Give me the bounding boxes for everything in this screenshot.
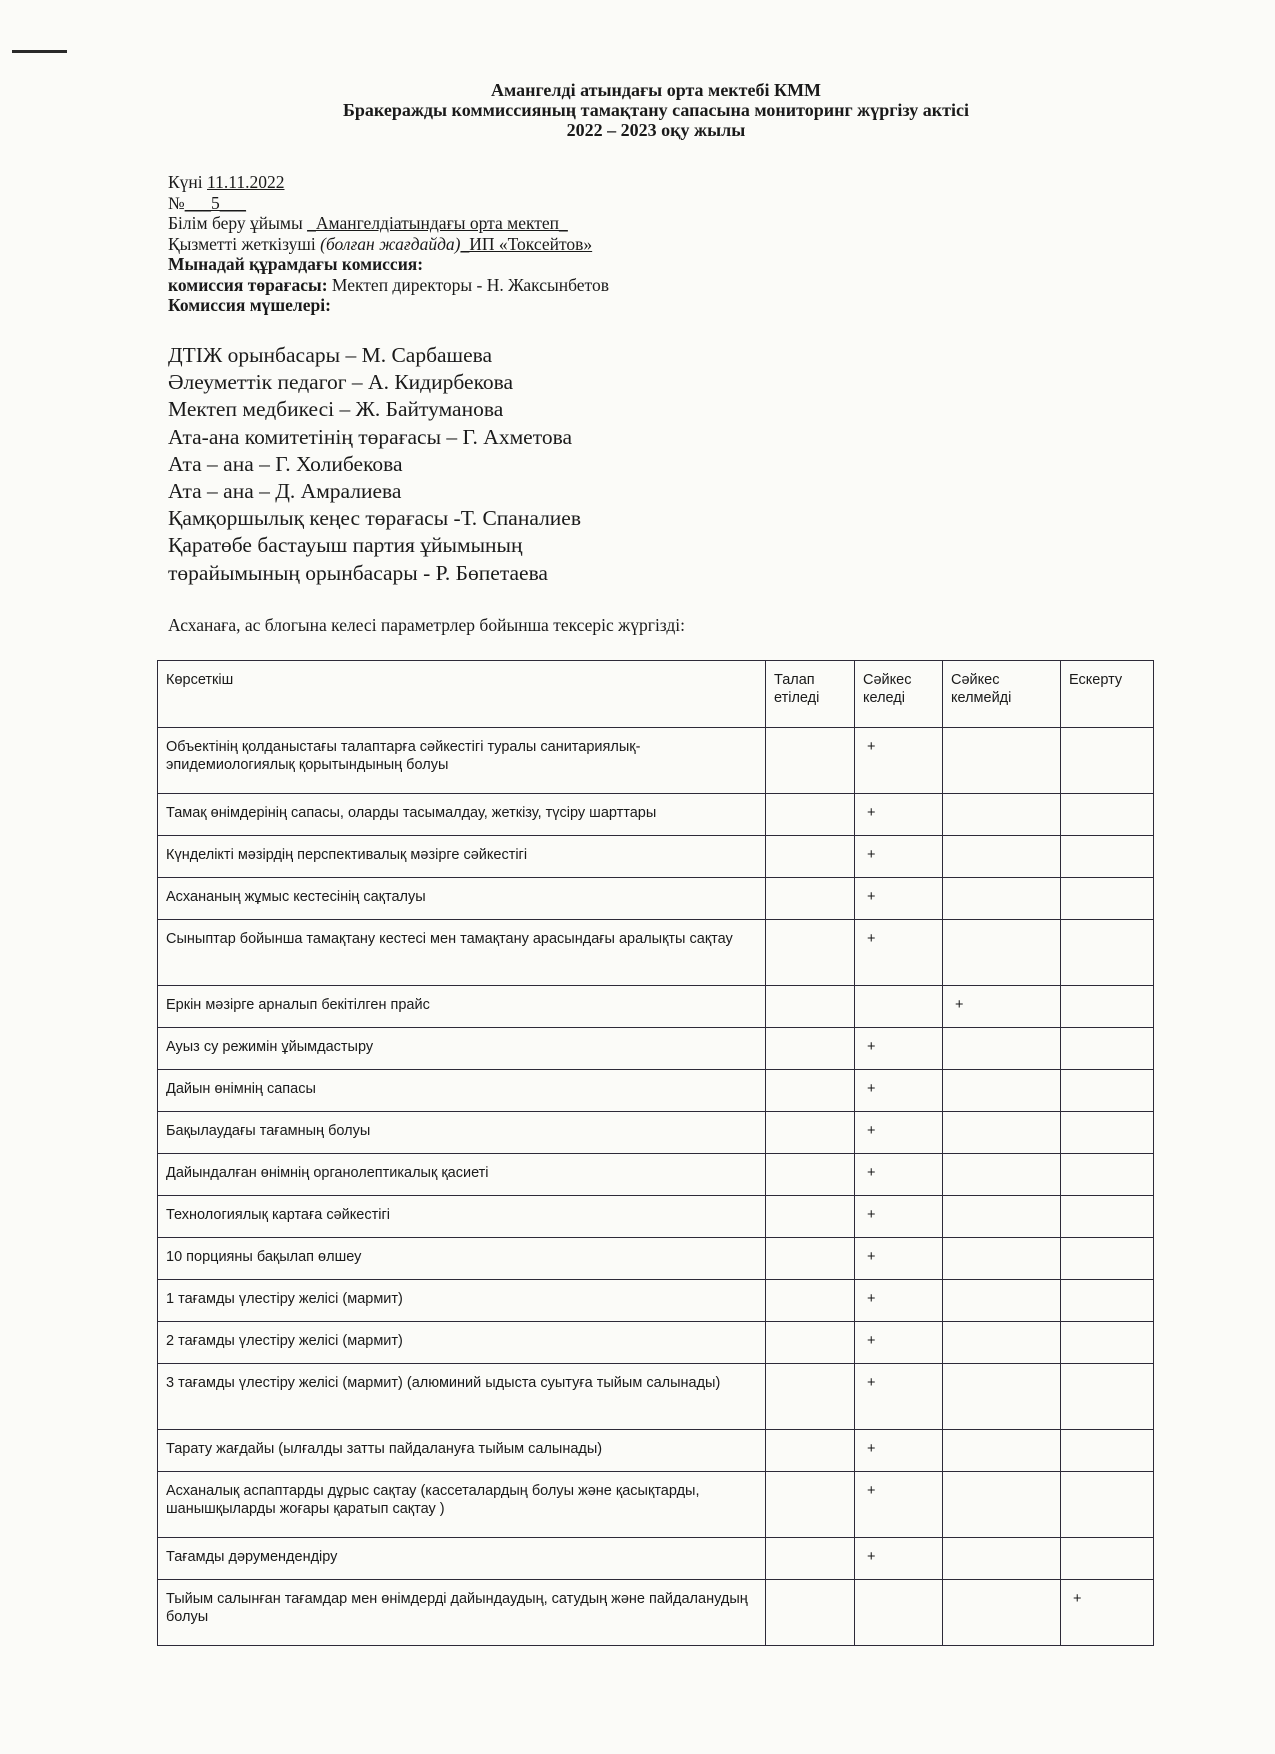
noncompliant-cell: + bbox=[943, 986, 1061, 1028]
supplier-label: Қызметті жеткізуші bbox=[168, 233, 321, 254]
inspection-table bbox=[157, 660, 1154, 1646]
indicator-cell: Дайын өнімнің сапасы bbox=[158, 1070, 766, 1112]
table-row bbox=[158, 1154, 1154, 1196]
required-cell bbox=[766, 1472, 855, 1538]
compliant-cell: + bbox=[855, 1196, 943, 1238]
act-details bbox=[168, 172, 1068, 316]
table-header-row bbox=[158, 661, 1154, 728]
indicator-cell: Бақылаудағы тағамның болуы bbox=[158, 1112, 766, 1154]
compliant-cell: + bbox=[855, 1280, 943, 1322]
noncompliant-cell bbox=[943, 1364, 1061, 1430]
compliant-cell: + bbox=[855, 1238, 943, 1280]
noncompliant-cell bbox=[943, 1280, 1061, 1322]
indicator-cell: 1 тағамды үлестіру желісі (мармит) bbox=[158, 1280, 766, 1322]
table-row bbox=[158, 1472, 1154, 1538]
compliant-cell: + bbox=[855, 1028, 943, 1070]
member-item: ДТІЖ орынбасары – М. Сарбашева bbox=[168, 343, 493, 367]
required-cell bbox=[766, 1028, 855, 1070]
members-heading: Комиссия мүшелері: bbox=[168, 295, 331, 315]
date-line bbox=[168, 172, 1068, 193]
required-cell bbox=[766, 1280, 855, 1322]
table-row bbox=[158, 986, 1154, 1028]
compliant-cell: + bbox=[855, 836, 943, 878]
note-cell bbox=[1061, 1154, 1154, 1196]
indicator-cell: Тарату жағдайы (ылғалды затты пайдалануға тыйым салынады) bbox=[158, 1430, 766, 1472]
required-cell bbox=[766, 1238, 855, 1280]
required-cell bbox=[766, 728, 855, 794]
table-row bbox=[158, 1280, 1154, 1322]
required-cell bbox=[766, 878, 855, 920]
noncompliant-cell bbox=[943, 1538, 1061, 1580]
note-cell bbox=[1061, 1280, 1154, 1322]
col-header-required: Талап етіледі bbox=[766, 661, 855, 728]
chair-line bbox=[168, 275, 1068, 296]
compliant-cell: + bbox=[855, 794, 943, 836]
noncompliant-cell bbox=[943, 1238, 1061, 1280]
indicator-cell: Тамақ өнімдерінің сапасы, оларды тасымалдау, жеткізу, түсіру шарттары bbox=[158, 794, 766, 836]
member-item: Мектеп медбикесі – Ж. Байтуманова bbox=[168, 397, 504, 422]
indicator-cell: Ауыз су режимін ұйымдастыру bbox=[158, 1028, 766, 1070]
compliant-cell: + bbox=[855, 1112, 943, 1154]
note-cell bbox=[1061, 794, 1154, 836]
organization-label: Білім беру ұйымы bbox=[168, 213, 308, 233]
note-cell bbox=[1061, 1070, 1154, 1112]
noncompliant-cell bbox=[943, 794, 1061, 836]
note-cell bbox=[1061, 728, 1154, 794]
required-cell bbox=[766, 836, 855, 878]
document-title: Бракеражды коммиссияның тамақтану сапасына мониторинг жүргізу актісі bbox=[343, 100, 969, 120]
table-row bbox=[158, 794, 1154, 836]
indicator-cell: Асхананың жұмыс кестесінің сақталуы bbox=[158, 878, 766, 920]
compliant-cell: + bbox=[855, 1070, 943, 1112]
indicator-cell: Сыныптар бойынша тамақтану кестесі мен тамақтану арасындағы аралықты сақтау bbox=[158, 920, 766, 986]
required-cell bbox=[766, 1070, 855, 1112]
members-list bbox=[168, 342, 1068, 587]
compliant-cell: + bbox=[855, 1538, 943, 1580]
required-cell bbox=[766, 1430, 855, 1472]
chair-value: Мектеп директоры - Н. Жаксынбетов bbox=[327, 274, 609, 295]
required-cell bbox=[766, 1538, 855, 1580]
note-cell bbox=[1061, 1538, 1154, 1580]
noncompliant-cell bbox=[943, 1322, 1061, 1364]
supplier-value: _ИП «Токсейтов» bbox=[460, 233, 593, 254]
note-cell bbox=[1061, 1028, 1154, 1070]
document-header bbox=[0, 80, 1275, 140]
note-cell bbox=[1061, 1196, 1154, 1238]
compliant-cell: + bbox=[855, 1364, 943, 1430]
required-cell bbox=[766, 1154, 855, 1196]
required-cell bbox=[766, 920, 855, 986]
table-row bbox=[158, 1112, 1154, 1154]
table-row bbox=[158, 1070, 1154, 1112]
table-row bbox=[158, 878, 1154, 920]
required-cell bbox=[766, 1364, 855, 1430]
noncompliant-cell bbox=[943, 1070, 1061, 1112]
compliant-cell: + bbox=[855, 728, 943, 794]
compliant-cell: + bbox=[855, 1430, 943, 1472]
indicator-cell: 3 тағамды үлестіру желісі (мармит) (алюминий ыдыста суытуға тыйым салынады) bbox=[158, 1364, 766, 1430]
table-row bbox=[158, 1322, 1154, 1364]
note-cell bbox=[1061, 1430, 1154, 1472]
table-row bbox=[158, 1028, 1154, 1070]
col-header-indicator: Көрсеткіш bbox=[158, 661, 766, 728]
composition-heading: Мынадай құрамдағы комиссия: bbox=[168, 254, 424, 274]
table-row bbox=[158, 1238, 1154, 1280]
date-label: Күні bbox=[168, 172, 208, 192]
col-header-noncompliant: Сәйкес келмейді bbox=[943, 661, 1061, 728]
scan-corner-mark bbox=[12, 50, 67, 53]
number-value: ___5___ bbox=[184, 192, 246, 213]
table-row bbox=[158, 1580, 1154, 1646]
required-cell bbox=[766, 1112, 855, 1154]
table-row bbox=[158, 836, 1154, 878]
noncompliant-cell bbox=[943, 1028, 1061, 1070]
member-item: Қамқоршылық кеңес төрағасы -Т. Спаналиев bbox=[168, 506, 581, 531]
member-item: Ата – ана – Г. Холибекова bbox=[168, 451, 403, 476]
required-cell bbox=[766, 1196, 855, 1238]
note-cell bbox=[1061, 1472, 1154, 1538]
compliant-cell: + bbox=[855, 920, 943, 986]
note-cell bbox=[1061, 1238, 1154, 1280]
compliant-cell: + bbox=[855, 1154, 943, 1196]
member-item: Ата – ана – Д. Амралиева bbox=[168, 479, 402, 504]
noncompliant-cell bbox=[943, 836, 1061, 878]
chair-label: комиссия төрағасы: bbox=[168, 274, 328, 295]
note-cell: + bbox=[1061, 1580, 1154, 1646]
indicator-cell: 10 порцияны бақылап өлшеу bbox=[158, 1238, 766, 1280]
indicator-cell: Күнделікті мәзірдің перспективалық мәзірге сәйкестігі bbox=[158, 836, 766, 878]
required-cell bbox=[766, 1322, 855, 1364]
noncompliant-cell bbox=[943, 1154, 1061, 1196]
member-item: Ата-ана комитетінің төрағасы – Г. Ахметова bbox=[168, 424, 572, 449]
table-row bbox=[158, 1196, 1154, 1238]
indicator-cell: Технологиялық картаға сәйкестігі bbox=[158, 1196, 766, 1238]
indicator-cell: Тағамды дәрумендендіру bbox=[158, 1538, 766, 1580]
col-header-compliant: Сәйкес келеді bbox=[855, 661, 943, 728]
indicator-cell: Объектінің қолданыстағы талаптарға сәйкестігі туралы санитариялық-эпидемиологиялық қорытындының болуы bbox=[158, 728, 766, 794]
required-cell bbox=[766, 794, 855, 836]
supplier-line bbox=[168, 234, 1068, 255]
indicator-cell: 2 тағамды үлестіру желісі (мармит) bbox=[158, 1322, 766, 1364]
number-line bbox=[168, 193, 1068, 214]
organization-value: _Амангелдіатындағы орта мектеп_ bbox=[307, 213, 568, 233]
compliant-cell: + bbox=[855, 1472, 943, 1538]
indicator-cell: Еркін мәзірге арналып бекітілген прайс bbox=[158, 986, 766, 1028]
number-label: № bbox=[168, 192, 185, 213]
noncompliant-cell bbox=[943, 878, 1061, 920]
table-row bbox=[158, 728, 1154, 794]
organization-line bbox=[168, 213, 1068, 234]
table-row bbox=[158, 1538, 1154, 1580]
note-cell bbox=[1061, 986, 1154, 1028]
noncompliant-cell bbox=[943, 1472, 1061, 1538]
indicator-cell: Тыйым салынған тағамдар мен өнімдерді дайындаудың, сатудың және пайдаланудың болуы bbox=[158, 1580, 766, 1646]
required-cell bbox=[766, 1580, 855, 1646]
noncompliant-cell bbox=[943, 1196, 1061, 1238]
note-cell bbox=[1061, 1364, 1154, 1430]
inspection-intro: Асханаға, ас блогына келесі параметрлер бойынша тексеріс жүргізді: bbox=[168, 615, 686, 635]
member-item: Әлеуметтік педагог – А. Кидирбекова bbox=[168, 370, 514, 395]
school-name: Амангелді атындағы орта мектебі КММ bbox=[490, 80, 822, 100]
note-cell bbox=[1061, 878, 1154, 920]
noncompliant-cell bbox=[943, 1580, 1061, 1646]
required-cell bbox=[766, 986, 855, 1028]
table-row bbox=[158, 920, 1154, 986]
supplier-note: (болған жағдайда) bbox=[320, 233, 461, 254]
note-cell bbox=[1061, 1112, 1154, 1154]
note-cell bbox=[1061, 920, 1154, 986]
academic-year: 2022 – 2023 оқу жылы bbox=[566, 120, 746, 140]
table-body bbox=[158, 728, 1154, 1646]
compliant-cell bbox=[855, 986, 943, 1028]
indicator-cell: Дайындалған өнімнің органолептикалық қасиеті bbox=[158, 1154, 766, 1196]
col-header-note: Ескерту bbox=[1061, 661, 1154, 728]
compliant-cell: + bbox=[855, 878, 943, 920]
indicator-cell: Асханалық аспаптарды дұрыс сақтау (кассеталардың болуы және қасықтарды, шанышқыларды жоғары қаратып сақтау ) bbox=[158, 1472, 766, 1538]
member-item: төрайымының орынбасары - Р. Бөпетаева bbox=[168, 560, 548, 585]
table-row bbox=[158, 1430, 1154, 1472]
noncompliant-cell bbox=[943, 1112, 1061, 1154]
compliant-cell bbox=[855, 1580, 943, 1646]
member-item: Қаратөбе бастауыш партия ұйымының bbox=[168, 533, 523, 558]
noncompliant-cell bbox=[943, 920, 1061, 986]
noncompliant-cell bbox=[943, 728, 1061, 794]
date-value: 11.11.2022 bbox=[207, 172, 285, 192]
noncompliant-cell bbox=[943, 1430, 1061, 1472]
table-row bbox=[158, 1364, 1154, 1430]
compliant-cell: + bbox=[855, 1322, 943, 1364]
note-cell bbox=[1061, 836, 1154, 878]
note-cell bbox=[1061, 1322, 1154, 1364]
